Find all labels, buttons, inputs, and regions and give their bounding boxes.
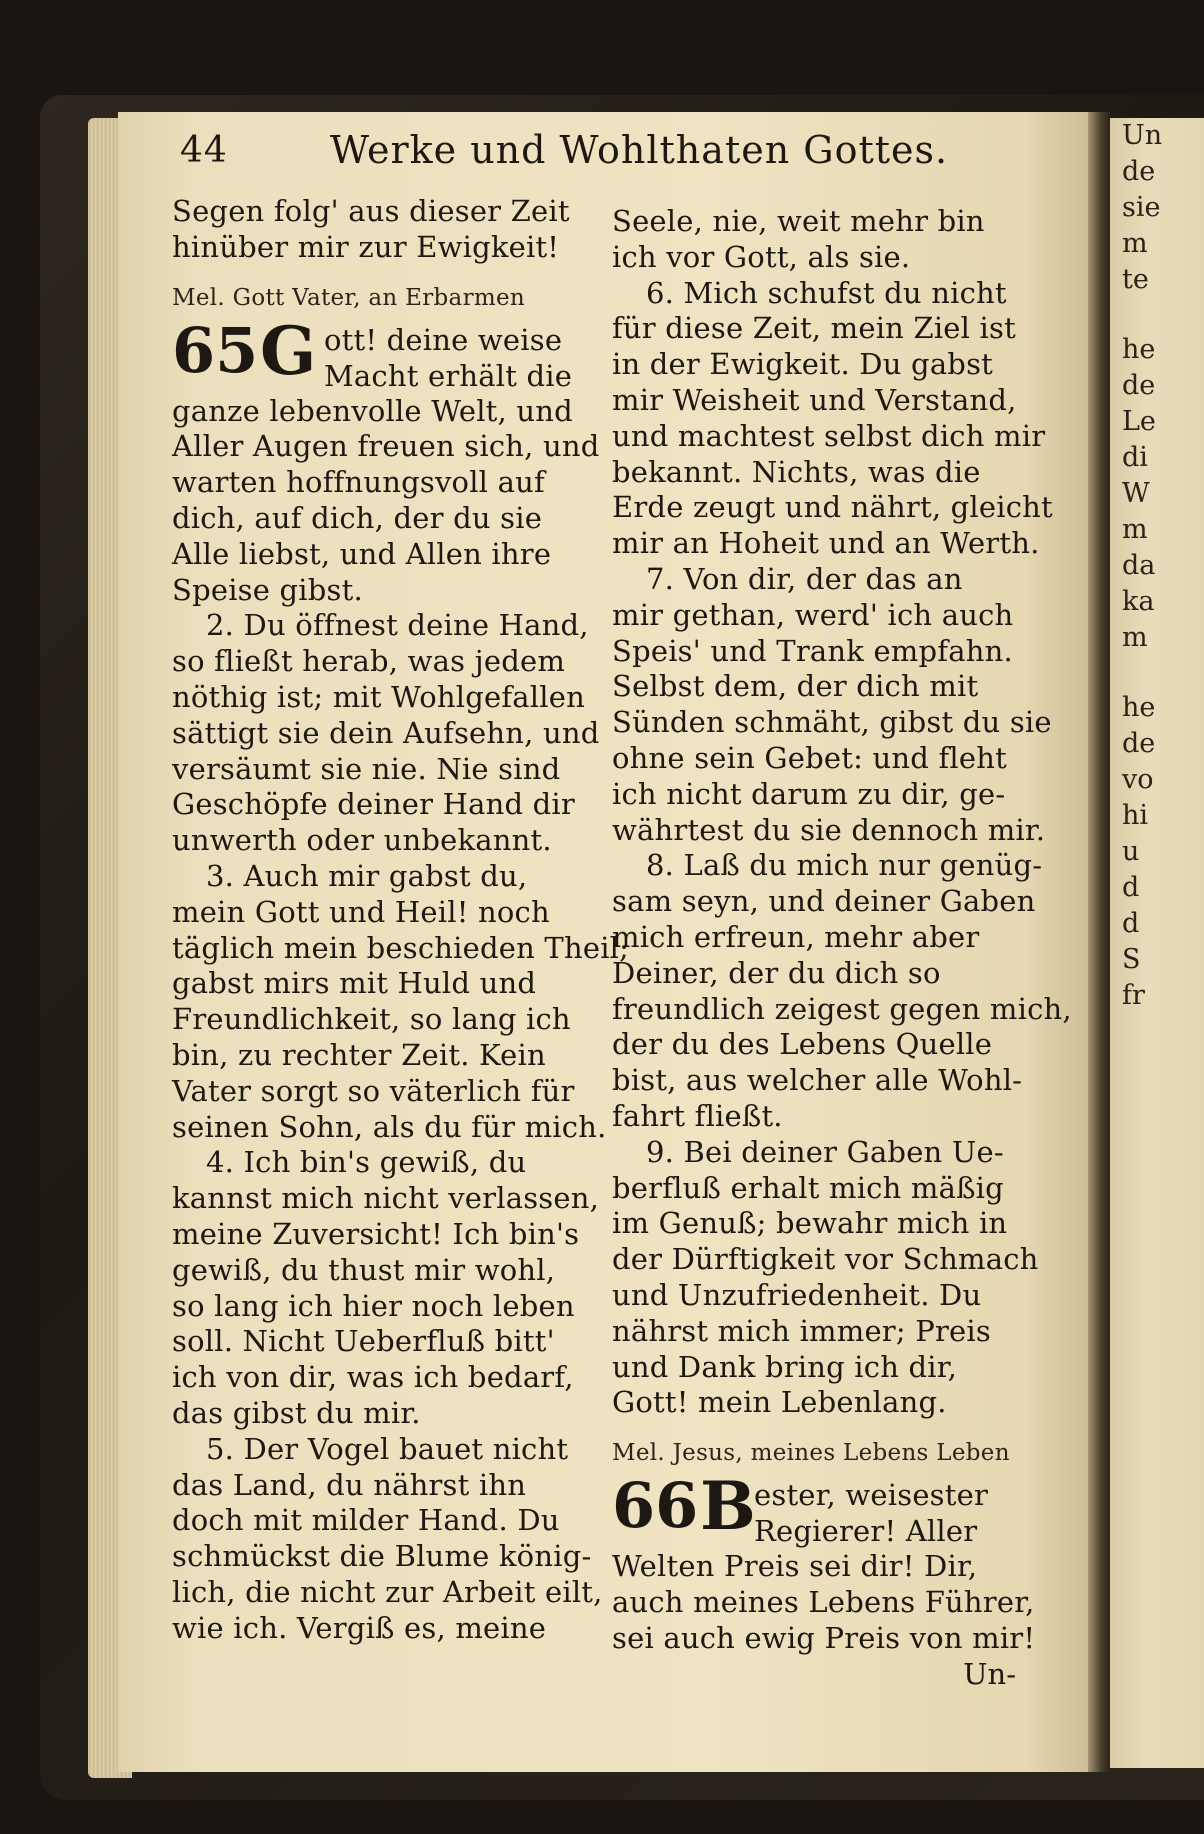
text-line: 3. Auch mir gabst du, [206, 858, 528, 893]
text-line: wie ich. Vergiß es, meine [172, 1610, 547, 1645]
text-line: 5. Der Vogel bauet nicht [206, 1431, 569, 1466]
hymn-number: 65 [172, 313, 259, 387]
facing-page-fragment: ka [1122, 586, 1155, 617]
text-line: Regierer! Aller [754, 1514, 978, 1549]
text-line: ich von dir, was ich bedarf, [172, 1360, 574, 1395]
text-line: dich, auf dich, der du sie [172, 500, 543, 535]
facing-page-fragment: vo [1122, 764, 1154, 795]
text-line: mir Weisheit und Verstand, [612, 382, 1017, 417]
hymn-65-body [172, 393, 630, 1647]
drop-cap: G [260, 311, 317, 390]
text-line: in der Ewigkeit. Du gabst [612, 347, 994, 382]
text-line: ganze lebenvolle Welt, und [172, 393, 573, 428]
right-column [612, 204, 1072, 1692]
facing-page-fragment: m [1122, 228, 1148, 259]
facing-page-edge [1110, 118, 1204, 1768]
facing-page-fragment: m [1122, 622, 1148, 653]
text-line: 9. Bei deiner Gaben Ue- [646, 1134, 1004, 1169]
facing-page-fragment: de [1122, 156, 1156, 187]
text-line: berfluß erhalt mich mäßig [612, 1170, 1004, 1205]
text-line: der Dürftigkeit vor Schmach [612, 1242, 1039, 1277]
melody-note: Mel. Gott Vater, an Erbarmen [172, 284, 525, 311]
facing-page-fragment: he [1122, 334, 1156, 365]
text-line: lich, die nicht zur Arbeit eilt, [172, 1574, 603, 1609]
facing-page-fragment: Le [1122, 406, 1156, 437]
text-line: bist, aus welcher alle Wohl- [612, 1063, 1023, 1098]
text-line: das gibst du mir. [172, 1395, 421, 1430]
facing-page-fragment: hi [1122, 800, 1149, 831]
text-line: und Unzufriedenheit. Du [612, 1277, 982, 1312]
catchword: Un- [963, 1657, 1016, 1692]
facing-page-fragment: m [1122, 514, 1148, 545]
text-line: Selbst dem, der dich mit [612, 669, 979, 704]
facing-page-fragment: S [1122, 944, 1141, 975]
text-line: Freundlichkeit, so lang ich [172, 1002, 571, 1037]
text-line: Vater sorgt so väterlich für [172, 1073, 575, 1108]
text-line: mir an Hoheit und an Werth. [612, 526, 1040, 561]
text-line: und Dank bring ich dir, [612, 1349, 958, 1384]
hymn-65-heading [172, 311, 592, 394]
text-line: mein Gott und Heil! noch [172, 894, 550, 929]
text-line: Geschöpfe deiner Hand dir [172, 787, 575, 822]
text-line: seinen Sohn, als du für mich. [172, 1109, 607, 1144]
left-column [172, 194, 630, 1646]
text-line: ohne sein Gebet: und fleht [612, 740, 1007, 775]
text-line: gewiß, du thust mir wohl, [172, 1252, 556, 1287]
text-line: mir gethan, werd' ich auch [612, 597, 1014, 632]
text-line: Erde zeugt und nährt, gleicht [612, 490, 1053, 525]
facing-page-fragment: u [1122, 836, 1140, 867]
text-line: ester, weisester [754, 1478, 989, 1513]
text-line: nährst mich immer; Preis [612, 1313, 991, 1348]
text-line: 4. Ich bin's gewiß, du [206, 1145, 527, 1180]
facing-page-fragment: d [1122, 872, 1140, 903]
text-line: warten hoffnungsvoll auf [172, 465, 545, 500]
text-line: 6. Mich schufst du nicht [646, 275, 1007, 310]
text-line: sam seyn, und deiner Gaben [612, 884, 1036, 919]
text-line: Speise gibst. [172, 572, 363, 607]
text-line: Deiner, der du dich so [612, 955, 941, 990]
text-line: ich nicht darum zu dir, ge- [612, 776, 1006, 811]
book-gutter [1088, 112, 1110, 1772]
text-line: versäumt sie nie. Nie sind [172, 751, 561, 786]
text-line: doch mit milder Hand. Du [172, 1503, 560, 1538]
text-line: Aller Augen freuen sich, und [172, 429, 600, 464]
facing-page-fragment: d [1122, 908, 1140, 939]
text-line: gabst mirs mit Huld und [172, 966, 537, 1001]
drop-cap: B [700, 1467, 756, 1546]
text-line: ich vor Gott, als sie. [612, 239, 911, 274]
text-line: unwerth oder unbekannt. [172, 823, 552, 858]
text-line: 8. Laß du mich nur genüg- [646, 848, 1043, 883]
text-line: nöthig ist; mit Wohlgefallen [172, 679, 585, 714]
text-line: Sünden schmäht, gibst du sie [612, 705, 1052, 740]
page-number: 44 [180, 130, 228, 171]
text-line: meine Zuversicht! Ich bin's [172, 1216, 580, 1251]
text-line: sättigt sie dein Aufsehn, und [172, 715, 600, 750]
facing-page-fragment: di [1122, 442, 1148, 473]
hymn-66-heading [612, 1467, 1022, 1549]
facing-page-fragment [1110, 656, 1204, 690]
text-line: so fließt herab, was jedem [172, 644, 566, 679]
text-line: für diese Zeit, mein Ziel ist [612, 311, 1016, 346]
text-line: Welten Preis sei dir! Dir, [612, 1549, 978, 1584]
hymn-66-body [612, 1549, 1036, 1656]
page-header [180, 124, 1060, 182]
text-line: schmückst die Blume könig- [172, 1539, 592, 1574]
text-line: ott! deine weise [324, 322, 563, 357]
running-title: Werke und Wohlthaten Gottes. [330, 128, 949, 172]
text-line: und machtest selbst dich mir [612, 418, 1046, 453]
text-line: Macht erhält die [324, 358, 573, 393]
text-line: Alle liebst, und Allen ihre [172, 536, 552, 571]
text-line: das Land, du nährst ihn [172, 1467, 527, 1502]
facing-page-fragment: Un [1122, 120, 1163, 151]
text-line: so lang ich hier noch leben [172, 1288, 575, 1323]
text-line: hinüber mir zur Ewigkeit! [172, 229, 560, 264]
text-line: Seele, nie, weit mehr bin [612, 204, 985, 238]
facing-page-fragment: fr [1122, 980, 1145, 1011]
facing-page-fragment: te [1122, 264, 1149, 295]
facing-page-fragment: de [1122, 728, 1156, 759]
text-line: täglich mein beschieden Theil; [172, 930, 630, 965]
text-line: der du des Lebens Quelle [612, 1027, 993, 1062]
text-line: soll. Nicht Ueberfluß bitt' [172, 1324, 555, 1359]
facing-page-fragment: de [1122, 370, 1156, 401]
facing-page-fragment: da [1122, 550, 1156, 581]
text-line: fahrt fließt. [612, 1098, 783, 1133]
text-line: Segen folg' aus dieser Zeit [172, 194, 570, 228]
text-line: im Genuß; bewahr mich in [612, 1206, 1008, 1241]
text-line: kannst mich nicht verlassen, [172, 1181, 600, 1216]
text-line: mich erfreun, mehr aber [612, 919, 980, 954]
facing-page-fragment: sie [1122, 192, 1161, 223]
text-line: bin, zu rechter Zeit. Kein [172, 1037, 546, 1072]
right-column-body [612, 204, 1072, 1421]
text-line: währtest du sie dennoch mir. [612, 812, 1046, 847]
text-line: 2. Du öffnest deine Hand, [206, 608, 589, 643]
text-line: sei auch ewig Preis von mir! [612, 1620, 1036, 1655]
book-page [118, 112, 1104, 1772]
text-line: Speis' und Trank empfahn. [612, 633, 1013, 668]
text-line: 7. Von dir, der das an [646, 561, 963, 596]
text-line: bekannt. Nichts, was die [612, 454, 981, 489]
melody-note: Mel. Jesus, meines Lebens Leben [612, 1440, 1010, 1467]
facing-page-fragment: he [1122, 692, 1156, 723]
text-line: Gott! mein Lebenlang. [612, 1385, 947, 1420]
facing-page-fragment: W [1122, 478, 1150, 509]
facing-page-fragment [1110, 298, 1204, 332]
text-line: freundlich zeigest gegen mich, [612, 991, 1072, 1026]
text-line: auch meines Lebens Führer, [612, 1584, 1035, 1619]
hymn-number: 66 [612, 1469, 699, 1543]
